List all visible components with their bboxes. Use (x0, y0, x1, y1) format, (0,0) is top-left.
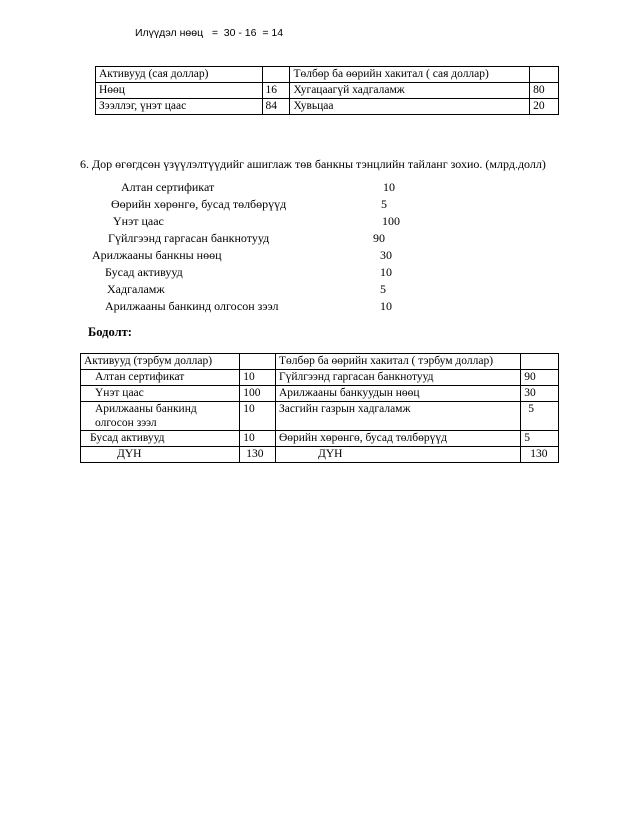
table-cell: 5 (521, 431, 559, 447)
total-label: ДҮН (275, 447, 520, 463)
table-cell: Арилжааны банкинд олгосон зээл (81, 402, 240, 431)
table-cell: Хувьцаа (290, 99, 530, 115)
table-cell: Алтан сертификат (81, 370, 240, 386)
table-cell: 10 (240, 370, 276, 386)
table-row (81, 370, 559, 386)
total-value: 130 (521, 447, 559, 463)
table-cell: Арилжааны банкуудын нөөц (275, 386, 520, 402)
table-cell: 80 (530, 83, 559, 99)
table-cell: Өөрийн хөрөнгө, бусад төлбөрүүд (275, 431, 520, 447)
list-item-label: Өөрийн хөрөнгө, бусад төлбөрүүд (111, 197, 287, 211)
list-item-value: 5 (380, 282, 386, 296)
table-cell: Нөөц (96, 83, 263, 99)
table-cell: 16 (262, 83, 290, 99)
table-header-cell (521, 354, 559, 370)
table-cell: Зээллэг, үнэт цаас (96, 99, 263, 115)
table-header-cell: Активууд (тэрбум доллар) (81, 354, 240, 370)
table-row (96, 83, 559, 99)
list-item-label: Үнэт цаас (113, 214, 164, 228)
list-item-label: Арилжааны банкинд олгосон зээл (105, 299, 279, 313)
table-header-cell (240, 354, 276, 370)
table-cell: 30 (521, 386, 559, 402)
list-item-label: Арилжааны банкны нөөц (92, 248, 222, 262)
table-cell: 10 (240, 402, 276, 431)
table-cell: 20 (530, 99, 559, 115)
table-cell: Гүйлгээнд гаргасан банкнотууд (275, 370, 520, 386)
table-cell: Засгийн газрын хадгаламж (275, 402, 520, 431)
table-cell: 84 (262, 99, 290, 115)
list-item-value: 30 (380, 248, 392, 262)
total-label: ДҮН (81, 447, 240, 463)
list-item-label: Хадгаламж (107, 282, 165, 296)
table-row (81, 386, 559, 402)
problem-heading: 6. Дор өгөгдсөн үзүүлэлтүүдийг ашиглаж төв банкны тэнцлийн тайланг зохио. (млрд.долл) (80, 157, 546, 171)
table-total-row (81, 447, 559, 463)
list-item-value: 10 (380, 299, 392, 313)
table-cell: Бусад активууд (81, 431, 240, 447)
list-item-value: 10 (380, 265, 392, 279)
total-value: 130 (240, 447, 276, 463)
balance-table-2 (80, 353, 559, 463)
table-row (96, 67, 559, 83)
table-cell: Үнэт цаас (81, 386, 240, 402)
list-item-value: 100 (382, 214, 400, 228)
table-header-cell: Төлбөр ба өөрийн хакитал ( тэрбум доллар) (275, 354, 520, 370)
table-row (96, 99, 559, 115)
table-cell: 100 (240, 386, 276, 402)
table-cell: Төлбөр ба өөрийн хакитал ( сая доллар) (290, 67, 530, 83)
surplus-reserve-formula: Илүүдэл нөөц = 30 - 16 = 14 (135, 27, 284, 39)
balance-table-1 (95, 66, 559, 115)
table-cell: 5 (521, 402, 559, 431)
list-item-label: Гүйлгээнд гаргасан банкнотууд (108, 231, 270, 245)
list-item-value: 5 (381, 197, 387, 211)
list-item-value: 10 (383, 180, 395, 194)
table-cell (262, 67, 290, 83)
table-cell: 90 (521, 370, 559, 386)
list-item-label: Алтан сертификат (121, 180, 215, 194)
table-row (81, 354, 559, 370)
table-cell (530, 67, 559, 83)
table-cell: Активууд (сая доллар) (96, 67, 263, 83)
solution-label: Бодолт: (88, 325, 132, 339)
list-item-value: 90 (373, 231, 385, 245)
table-cell: Хугацаагүй хадгаламж (290, 83, 530, 99)
table-cell: 10 (240, 431, 276, 447)
table-row (81, 402, 559, 431)
list-item-label: Бусад активууд (105, 265, 183, 279)
table-row (81, 431, 559, 447)
